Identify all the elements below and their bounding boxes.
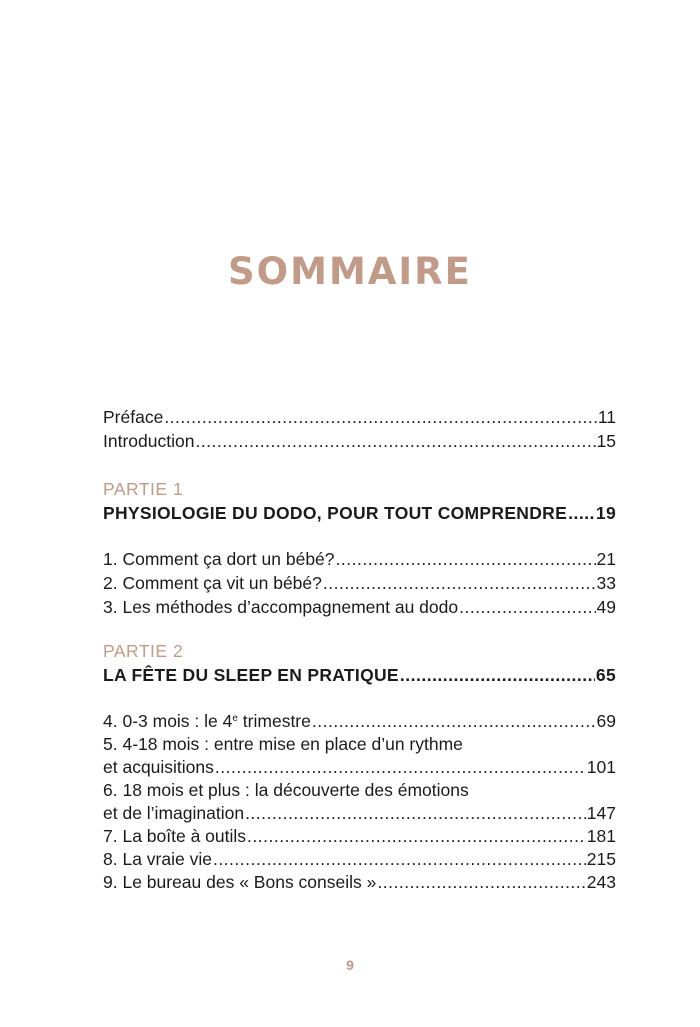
toc-entry-introduction[interactable] [103, 429, 616, 453]
toc-entry-page: 69 [596, 711, 616, 731]
leader-dots [247, 824, 586, 848]
part-page: 19 [595, 503, 616, 523]
toc-entry-label: Préface [103, 407, 164, 427]
part-2-label: PARTIE 2 [103, 641, 184, 661]
toc-entry-chapter-4[interactable] [103, 709, 616, 733]
toc-entry-chapter-2[interactable] [103, 571, 616, 595]
toc-entry-page: 101 [586, 757, 616, 777]
toc-entry-label: 2. Comment ça vit un bébé? [103, 573, 322, 593]
ordinal-superscript: e [232, 713, 238, 724]
part-1-title-entry[interactable] [103, 501, 616, 525]
toc-entry-label: 8. La vraie vie [103, 849, 212, 869]
toc-entry-label: 9. Le bureau des « Bons conseils » [103, 872, 377, 892]
toc-entry-label: 7. La boîte à outils [103, 826, 247, 846]
toc-entry-label: et de l’imagination [103, 803, 245, 823]
toc-entry-page: 15 [596, 431, 616, 451]
page-title: SOMMAIRE [228, 250, 472, 293]
leader-dots [323, 571, 596, 595]
toc-entry-chapter-9[interactable] [103, 870, 616, 894]
toc-entry-page: 33 [596, 573, 616, 593]
toc-entry-page: 11 [597, 407, 616, 427]
toc-entry-label: et acquisitions [103, 757, 214, 777]
page-number: 9 [346, 957, 354, 973]
leader-dots [215, 755, 586, 779]
leader-dots [213, 847, 586, 871]
leader-dots [336, 547, 596, 571]
part-1-label: PARTIE 1 [103, 479, 184, 499]
part-title: PHYSIOLOGIE DU DODO, POUR TOUT COMPRENDRE [103, 503, 568, 523]
leader-dots [195, 429, 595, 453]
toc-entry-label: Introduction [103, 431, 195, 451]
leader-dots [400, 663, 595, 687]
toc-entry-chapter-6[interactable] [103, 801, 616, 825]
part-page: 65 [595, 665, 616, 685]
toc-entry-page: 215 [586, 849, 616, 869]
part-2-title-entry[interactable] [103, 663, 616, 687]
leader-dots [164, 405, 597, 429]
toc-entry-label: 4. 0-3 mois : le 4e trimestre [103, 711, 311, 731]
toc-entry-chapter-5-line1: 5. 4-18 mois : entre mise en place d’un rythme [103, 734, 463, 754]
toc-entry-page: 49 [596, 597, 616, 617]
leader-dots [245, 801, 586, 825]
toc-entry-chapter-1[interactable] [103, 547, 616, 571]
toc-entry-page: 181 [586, 826, 616, 846]
leader-dots [568, 501, 595, 525]
toc-entry-chapter-8[interactable] [103, 847, 616, 871]
toc-entry-chapter-7[interactable] [103, 824, 616, 848]
toc-entry-chapter-6-line1: 6. 18 mois et plus : la découverte des émotions [103, 780, 469, 800]
leader-dots [312, 709, 596, 733]
toc-entry-page: 21 [596, 549, 616, 569]
toc-entry-page: 243 [586, 872, 616, 892]
toc-entry-page: 147 [586, 803, 616, 823]
toc-entry-preface[interactable] [103, 405, 616, 429]
part-title: LA FÊTE DU SLEEP EN PRATIQUE [103, 665, 399, 685]
toc-entry-label: 3. Les méthodes d’accompagnement au dodo [103, 597, 459, 617]
toc-entry-chapter-3[interactable] [103, 595, 616, 619]
leader-dots [459, 595, 595, 619]
toc-entry-label: 1. Comment ça dort un bébé? [103, 549, 335, 569]
leader-dots [377, 870, 585, 894]
toc-entry-chapter-5[interactable] [103, 755, 616, 779]
